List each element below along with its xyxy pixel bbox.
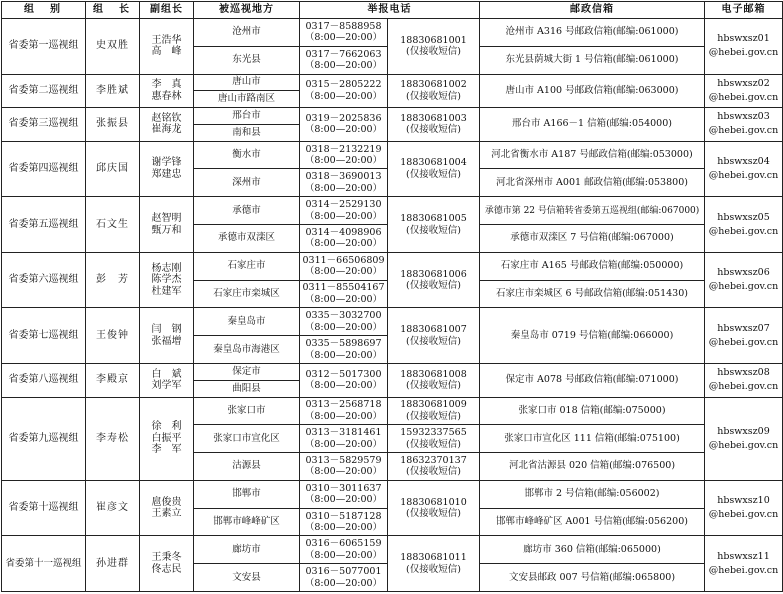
table-row — [2, 252, 783, 280]
phone: 0335－3032700 （8:00—20:00） — [300, 308, 388, 336]
table-row — [2, 74, 783, 91]
group-leader: 崔彦文 — [86, 480, 140, 536]
header-row — [2, 2, 783, 19]
sms-number: 18830681005 (仅接收短信) — [388, 197, 480, 253]
group-name: 省委第七巡视组 — [2, 308, 86, 364]
deputy-leaders: 赵铭钦 崔海龙 — [140, 108, 194, 142]
phone: 0313－3181461 （8:00—20:00） — [300, 425, 388, 453]
po-box: 石家庄市栾城区 6 号邮政信箱(邮编:051430) — [480, 280, 705, 308]
header-pobox: 邮政信箱 — [480, 2, 705, 19]
deputy-leaders: 白 斌 刘学军 — [140, 363, 194, 397]
phone: 0317－7662063 （8:00—20:00） — [300, 46, 388, 74]
phone: 0314－4098906 （8:00—20:00） — [300, 225, 388, 253]
group-leader: 王俊钟 — [86, 308, 140, 364]
po-box: 邯郸市 2 号信箱(邮编:056002) — [480, 480, 705, 508]
phone: 0316－6065159 （8:00—20:00） — [300, 536, 388, 564]
deputy-leaders: 赵智明 甄万和 — [140, 197, 194, 253]
place: 南和县 — [194, 124, 300, 141]
table-row — [2, 141, 783, 169]
place: 张家口市 — [194, 397, 300, 425]
sms-number: 15932337565 (仅接收短信) — [388, 425, 480, 453]
group-name: 省委第三巡视组 — [2, 108, 86, 142]
po-box: 石家庄市 A165 号邮政信箱(邮编:050000) — [480, 252, 705, 280]
table-row — [2, 363, 783, 380]
place: 邯郸市 — [194, 480, 300, 508]
group-leader: 史双胜 — [86, 19, 140, 75]
phone: 0312－5017300 （8:00—20:00） — [300, 363, 388, 397]
header-deputy: 副组长 — [140, 2, 194, 19]
group-leader: 彭 芳 — [86, 252, 140, 308]
group-leader: 李胜斌 — [86, 74, 140, 108]
po-box: 廊坊市 360 信箱(邮编:065000) — [480, 536, 705, 564]
email: hbswxsz10 @hebei.gov.cn — [705, 480, 783, 536]
email: hbswxsz05 @hebei.gov.cn — [705, 197, 783, 253]
sms-number: 18830681009 (仅接收短信) — [388, 397, 480, 425]
phone: 0318－3690013 （8:00—20:00） — [300, 169, 388, 197]
group-leader: 石文生 — [86, 197, 140, 253]
sms-number: 18830681008 (仅接收短信) — [388, 363, 480, 397]
group-name: 省委第八巡视组 — [2, 363, 86, 397]
header-place: 被巡视地方 — [194, 2, 300, 19]
sms-number: 18830681002 (仅接收短信) — [388, 74, 480, 108]
sms-number: 18830681001 (仅接收短信) — [388, 19, 480, 75]
po-box: 唐山市 A100 号邮政信箱(邮编:063000) — [480, 74, 705, 108]
phone: 0319－2025836 （8:00—20:00） — [300, 108, 388, 142]
group-name: 省委第十巡视组 — [2, 480, 86, 536]
po-box: 承德市第 22 号信箱转省委第五巡视组(邮编:067000) — [480, 197, 705, 225]
table-row — [2, 19, 783, 47]
group-leader: 李殿京 — [86, 363, 140, 397]
place: 唐山市 — [194, 74, 300, 91]
group-name: 省委第一巡视组 — [2, 19, 86, 75]
group-leader: 张振县 — [86, 108, 140, 142]
sms-number: 18632370137 (仅接收短信) — [388, 453, 480, 481]
place: 东光县 — [194, 46, 300, 74]
email: hbswxsz06 @hebei.gov.cn — [705, 252, 783, 308]
place: 沽源县 — [194, 453, 300, 481]
sms-number: 18830681006 (仅接收短信) — [388, 252, 480, 308]
po-box: 文安县邮政 007 号信箱(邮编:065800) — [480, 564, 705, 592]
group-name: 省委第九巡视组 — [2, 397, 86, 480]
sms-number: 18830681004 (仅接收短信) — [388, 141, 480, 197]
table-row — [2, 397, 783, 425]
table-row — [2, 480, 783, 508]
phone: 0314－2529130 （8:00—20:00） — [300, 197, 388, 225]
header-leader: 组 长 — [86, 2, 140, 19]
place: 保定市 — [194, 363, 300, 380]
inspection-contact-table — [1, 1, 783, 592]
place: 曲阳县 — [194, 380, 300, 397]
email: hbswxsz09 @hebei.gov.cn — [705, 397, 783, 480]
email: hbswxsz07 @hebei.gov.cn — [705, 308, 783, 364]
sms-number: 18830681007 (仅接收短信) — [388, 308, 480, 364]
deputy-leaders: 谢学锋 郑建忠 — [140, 141, 194, 197]
email: hbswxsz08 @hebei.gov.cn — [705, 363, 783, 397]
phone: 0318－2132219 （8:00—20:00） — [300, 141, 388, 169]
phone: 0313－2568718 （8:00—20:00） — [300, 397, 388, 425]
po-box: 河北省深州市 A001 邮政信箱(邮编:053800) — [480, 169, 705, 197]
place: 文安县 — [194, 564, 300, 592]
po-box: 邯郸市峰峰矿区 A001 号信箱(邮编:056200) — [480, 508, 705, 536]
phone: 0311－66506809 （8:00—20:00） — [300, 252, 388, 280]
po-box: 河北省沽源县 020 信箱(邮编:076500) — [480, 453, 705, 481]
deputy-leaders: 扈俊贵 王素立 — [140, 480, 194, 536]
po-box: 秦皇岛市 0719 号信箱(邮编:066000) — [480, 308, 705, 364]
place: 深州市 — [194, 169, 300, 197]
place: 石家庄市 — [194, 252, 300, 280]
group-name: 省委第十一巡视组 — [2, 536, 86, 592]
email: hbswxsz03 @hebei.gov.cn — [705, 108, 783, 142]
phone: 0313－5829579 （8:00—20:00） — [300, 453, 388, 481]
place: 承德市 — [194, 197, 300, 225]
po-box: 沧州市 A316 号邮政信箱(邮编:061000) — [480, 19, 705, 47]
group-leader: 孙进群 — [86, 536, 140, 592]
header-group: 组 别 — [2, 2, 86, 19]
table-row — [2, 108, 783, 125]
deputy-leaders: 王浩华 高 峰 — [140, 19, 194, 75]
po-box: 邢台市 A166－1 信箱(邮编:054000) — [480, 108, 705, 142]
table-row — [2, 197, 783, 225]
place: 唐山市路南区 — [194, 91, 300, 108]
phone: 0316－5077001 （8:00—20:00） — [300, 564, 388, 592]
place: 廊坊市 — [194, 536, 300, 564]
po-box: 河北省衡水市 A187 号邮政信箱(邮编:053000) — [480, 141, 705, 169]
po-box: 保定市 A078 号邮政信箱(邮编:071000) — [480, 363, 705, 397]
place: 秦皇岛市海港区 — [194, 336, 300, 364]
table-row — [2, 536, 783, 564]
email: hbswxsz01 @hebei.gov.cn — [705, 19, 783, 75]
email: hbswxsz02 @hebei.gov.cn — [705, 74, 783, 108]
place: 衡水市 — [194, 141, 300, 169]
po-box: 张家口市宣化区 111 信箱(邮编:075100) — [480, 425, 705, 453]
phone: 0315－2805222 （8:00—20:00） — [300, 74, 388, 108]
header-email: 电子邮箱 — [705, 2, 783, 19]
group-leader: 邱庆国 — [86, 141, 140, 197]
place: 石家庄市栾城区 — [194, 280, 300, 308]
place: 张家口市宣化区 — [194, 425, 300, 453]
group-name: 省委第六巡视组 — [2, 252, 86, 308]
place: 承德市双滦区 — [194, 225, 300, 253]
po-box: 东光县荫城大街 1 号信箱(邮编:061000) — [480, 46, 705, 74]
deputy-leaders: 王秉冬 佟志民 — [140, 536, 194, 592]
phone: 0311－85504167 （8:00—20:00） — [300, 280, 388, 308]
place: 邯郸市峰峰矿区 — [194, 508, 300, 536]
place: 邢台市 — [194, 108, 300, 125]
sms-number: 18830681003 (仅接收短信) — [388, 108, 480, 142]
table-row — [2, 308, 783, 336]
deputy-leaders: 闫 钢 张福增 — [140, 308, 194, 364]
place: 秦皇岛市 — [194, 308, 300, 336]
phone: 0310－5187128 （8:00—20:00） — [300, 508, 388, 536]
po-box: 张家口市 018 信箱(邮编:075000) — [480, 397, 705, 425]
group-name: 省委第五巡视组 — [2, 197, 86, 253]
sms-number: 18830681011 (仅接收短信) — [388, 536, 480, 592]
sms-number: 18830681010 (仅接收短信) — [388, 480, 480, 536]
email: hbswxsz04 @hebei.gov.cn — [705, 141, 783, 197]
group-name: 省委第二巡视组 — [2, 74, 86, 108]
email: hbswxsz11 @hebei.gov.cn — [705, 536, 783, 592]
deputy-leaders: 李 真 惠春林 — [140, 74, 194, 108]
group-name: 省委第四巡视组 — [2, 141, 86, 197]
po-box: 承德市双滦区 7 号信箱(邮编:067000) — [480, 225, 705, 253]
phone: 0317－8588958 （8:00—20:00） — [300, 19, 388, 47]
group-leader: 李寿松 — [86, 397, 140, 480]
deputy-leaders: 徐 利 白振平 李 军 — [140, 397, 194, 480]
deputy-leaders: 杨志刚 陈学杰 杜建军 — [140, 252, 194, 308]
phone: 0310－3011637 （8:00—20:00） — [300, 480, 388, 508]
header-phone: 举报电话 — [300, 2, 480, 19]
phone: 0335－5898697 （8:00—20:00） — [300, 336, 388, 364]
place: 沧州市 — [194, 19, 300, 47]
